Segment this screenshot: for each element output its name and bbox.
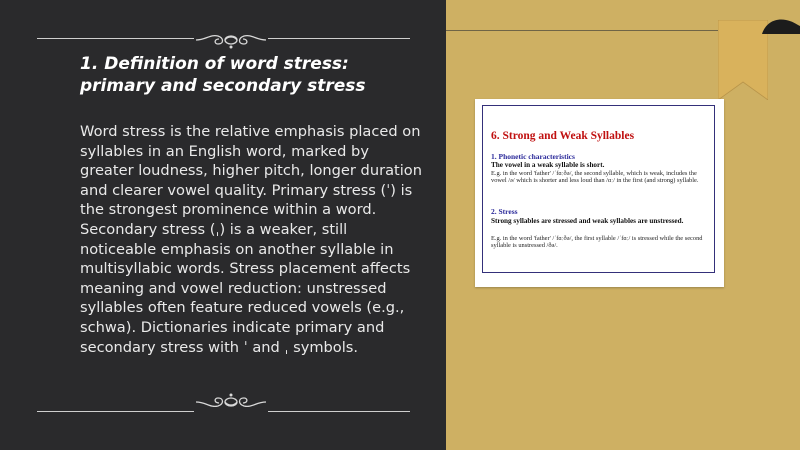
slide-body-text: Word stress is the relative emphasis placed on syllables in an English word, marked by greater loudness, higher pitch, longer duration and clearer vowel quality. Primary stress (ˈ) is the strongest prominence within a word. Secondary stress (ˌ) is a weaker, still noticeable emphasis on another syllable in multisyllabic words. Stress placement affects meaning and vowel reduction: unstressed syllables often feature reduced vowels (e.g., schwa). Dictionaries indicate primary and secondary stress with ˈ and ˌ symbols. (80, 123, 422, 356)
document-image (475, 99, 724, 287)
section2-bold-text: Strong syllables are stressed and weak syllables are unstressed. (491, 217, 684, 225)
slide-title: 1. Definition of word stress: primary and secondary stress (80, 54, 366, 96)
page-curl-icon (762, 18, 800, 34)
section2-text: E.g. in the word 'father' /ˈfɑːðə/, the first syllable /ˈfɑː/ is stressed while the second syllable is unstressed /ðə/. (491, 235, 703, 250)
top-divider-right (268, 38, 410, 39)
section1-heading: 1. Phonetic characteristics (491, 152, 575, 161)
section1-bold-text: The vowel in a weak syllable is short. (491, 161, 605, 169)
top-flourish-icon (194, 30, 268, 50)
top-divider-left (37, 38, 194, 39)
bottom-divider-right (268, 411, 410, 412)
section2-heading: 2. Stress (491, 207, 518, 216)
bottom-flourish-icon (194, 392, 268, 412)
bottom-divider-left (37, 411, 194, 412)
section1-text: E.g. in the word 'father' /ˈfɑːðə/, the second syllable, which is weak, includes the vowel /ə/ which is shorter and less loud than /ɑː/ in the first (and strong) syllable. (491, 170, 699, 185)
document-title: 6. Strong and Weak Syllables (491, 130, 635, 142)
bookmark-ribbon-icon (718, 20, 768, 100)
